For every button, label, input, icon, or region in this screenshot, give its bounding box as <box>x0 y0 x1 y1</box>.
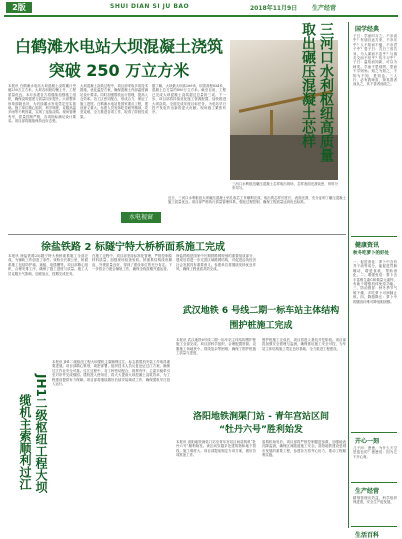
sidebar-business-body: 精细管理出效益，科学组织保进度，安全生产促发展。 <box>353 496 397 505</box>
story2-headline: 徐盐铁路 2 标隧宁特大桥桥面系施工完成 <box>41 242 225 253</box>
vertical-headline-2: 取出碾压混凝土芯样 <box>300 22 316 148</box>
story5-headline-line1: JH1二级枢纽工程大坝 <box>34 374 48 493</box>
sidebar-title-jokes: 开心一刻 <box>355 438 380 445</box>
story4-body-col1: 本报讯 洛阳地铁涧渠门站至青年宫站区间盾构机“牡丹六号”顺利始发。该区间穿越多处建筑物和地下管线，施工难度大。项目部提前制定专项方案，做好各项准备工作。 <box>176 440 256 458</box>
vertical-headline-1: 三河口水利枢纽高质量 <box>318 22 334 162</box>
story5-headline-line2: 缆机主索顺利过江 <box>18 394 32 490</box>
story4-headline-line2: “牡丹六号”胜利始发 <box>219 425 303 435</box>
photo-caption: 三河口水利枢纽碾压混凝土芯样取出现场，芯样表面光滑致密，骨料分布均匀。 <box>232 182 338 191</box>
sidebar-jokes-body: 儿子问：爸爸，为什么天空是蓝色的？爸爸说：因为它不开心呀。 <box>353 446 397 459</box>
lead-body-col1: 本报讯 白鹤滩水电站大坝混凝土浇筑累计突破250万立方米，大坝各坝段均衡上升，工程质量优良。本月参建各方将继续加强施工组织，确保浇筑强度与质量同步提升。大坝整体形象面貌良好，为后续蓄水发电奠定坚实基础。施工单位精心组织，科学调度，克服高温多雨等不利因素，实现了连续浇筑。现场管理有序，质量控制严格，各项指标满足设计要求。项目部将继续保持良好态势。 <box>8 84 76 124</box>
lead-headline-line2: 突破 250 万立方米 <box>48 61 190 80</box>
story2-body-col1: 本报讯 徐盐铁路2标隧宁特大桥桥面系施工全部完成，为铺轨工作创造了条件。该桥全长数公里，桥面系施工包括防护墙、遮板、电缆槽等。项目部精心组织，合理安排工序，确保了施工进度与质量。施工人员克服天气影响，加班加点，按期完成任务。 <box>8 254 88 276</box>
lead-body-col2: 大坝混凝土浇筑过程中，项目部采取多项技术措施，优化温控方案，确保混凝土内部温度满足设计要求。同时加强缆机运行管理，提高入仓效率。各工区密切配合，形成合力，保证了施工进度。白鹤滩水电站是国家重点工程，建设意义重大。参建人员发扬吃苦耐劳精神，攻坚克难，全力推进各项工作，取得了阶段性成果。 <box>80 84 148 119</box>
sidebar-divider-3 <box>351 482 397 483</box>
newspaper-name: SHUI DIAN SI JU BAO <box>110 3 190 10</box>
vertical-story-body: 近日，三河口水利枢纽大坝碾压混凝土钻孔取芯工作顺利完成，取出的芯样长度长、表面光滑，充分证明了碾压混凝土施工质量优良。项目部严格执行质量管理体系，强化过程控制，确保工程质量达到优良标准。 <box>168 196 346 205</box>
sidebar-divider-1 <box>351 236 397 237</box>
sidebar-title-life: 生活百科 <box>355 532 380 539</box>
sidebar-health-body: 一、促进消化：萝卜中含有芥子油等成分，能促进胃肠蠕动，增进食欲，帮助消化。二、增强免疫：萝卜含丰富维生素C和微量元素锌，有助于增强机体免疫功能。三、防治感冒：秋冬季节气候干燥，多吃萝卜可润肺止咳。四、降脂降压：萝卜中的膳食纤维可降低胆固醇。 <box>353 260 397 304</box>
story2-body-col3: 徐盐铁路是国家中长期铁路网规划的重要组成部分，建成后将进一步完善区域路网结构，对促进沿线经济社会发展具有重要意义。参建单位将继续发扬优良作风，确保工程优质高效完成。 <box>176 254 256 272</box>
section-name: 生产经营 <box>312 5 337 12</box>
story5-body: 本报讯 JH1二级枢纽工程大坝缆机主索顺利过江，标志着缆机安装工作取得重要进展。项目部精心策划，周密部署，组织技术人员反复论证过江方案，确保过江作业安全可靠。过江过程中，各工种密切配合，指挥有序，主索平稳牵引至对岸并完成锚固。缆机投入使用后，将大大提高大坝混凝土浇筑效率，为工程建设提供有力保障。项目部将继续做好后续安装调试工作，确保缆机早日投入运行。 <box>52 360 170 387</box>
section-tag: 水电视窗 <box>121 212 161 223</box>
story3-headline-line2: 围护桩施工完成 <box>229 321 293 331</box>
issue-date: 2018年11月9日 <box>250 5 298 12</box>
page-header <box>0 0 402 16</box>
story2-body-col2: 在施工过程中，项目部坚持标准化管理，严格控制原材料质量，加强现场检查验收。桥面系结构线形顺直，外观质量良好，得到了建设单位的充分肯定。下一步将全力配合铺轨工作，确保全线按期开通运营。 <box>92 254 172 272</box>
sidebar-title-business: 生产经营 <box>355 488 380 495</box>
page-number: 2版 <box>6 2 32 13</box>
story3-headline <box>176 306 346 332</box>
story3-body-col1: 本报讯 武汉地铁6号线二期一标车站主体结构围护桩施工全部完成。项目部科学组织，合理配置资源，克服施工场地狭小、管线复杂等困难，确保了围护桩施工质量与进度。 <box>176 338 256 356</box>
sidebar-classics-body: 子曰：学而时习之，不亦说乎？有朋自远方来，不亦乐乎？人不知而不愠，不亦君子乎？曾子曰：吾日三省吾身，为人谋而不忠乎？与朋友交而不信乎？传不习乎？子曰：温故而知新，可以为师矣。学而不思则罔，思而不学则殆。知之为知之，不知为不知，是知也。三人行，必有我师焉，择其善者而从之，其不善者而改之。 <box>353 34 397 87</box>
story3-body-col2: 围护桩施工完成后，项目将进入基坑开挖阶段。项目部将加强安全管理与监测，确保基坑施工安全可控，为车站主体结构施工奠定良好基础，全力推进工程建设。 <box>262 338 346 351</box>
header-rule <box>4 15 398 17</box>
section-rule <box>8 234 346 235</box>
lead-headline-line1: 白鹤滩水电站大坝混凝土浇筑 <box>14 37 223 56</box>
story4-headline-line1: 洛阳地铁涧渠门站 - 青年宫站区间 <box>192 412 329 422</box>
sidebar-title-health: 健康资讯 <box>355 242 380 249</box>
sidebar <box>348 22 399 539</box>
lead-body-col3: 据了解，大坝最大坝高289米，坝顶高程834米，混凝土总方量约800万立方米。截至目前，工程已完成大坝混凝土浇筑超过总量的三成。下一步，项目部将持续优化施工资源配置，加快推进大坝浇筑，全面完成年度目标任务，为电站早日投产发电作出新的更大贡献。现场施工紧张有序。 <box>152 84 226 115</box>
sidebar-divider-4 <box>351 526 397 527</box>
story4-body-col2: 盾构机始发后，项目部将严格控制掘进参数，加强地表沉降监测，确保区间隧道施工安全。洛阳地铁建设是城市发展的重要工程，参建各方将齐心协力，推动工程顺利实施。 <box>262 440 346 458</box>
sidebar-divider-2 <box>351 432 397 433</box>
story3-headline-line1: 武汉地铁 6 号线二期一标车站主体结构 <box>182 306 340 316</box>
sidebar-subtitle-health: 秋冬吃萝卜的好处 <box>353 251 389 256</box>
sidebar-title-classics: 国学经典 <box>355 26 380 33</box>
story4-headline <box>176 412 346 436</box>
